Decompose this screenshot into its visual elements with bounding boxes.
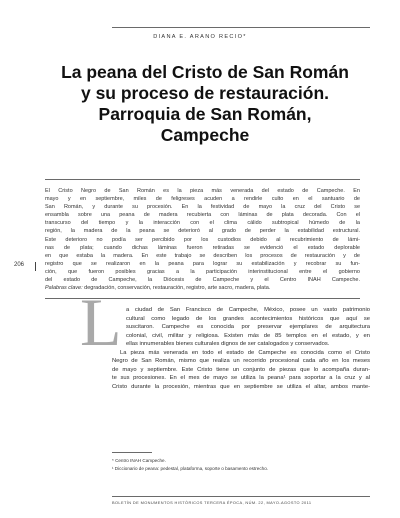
abstract-line: región, la madera de la peana se deterioró al grado de perder la estabilidad estructural. [45, 228, 360, 235]
title-line: y su proceso de restauración. [80, 83, 329, 103]
abstract-line: mayo y en septiembre, miles de feligreses acuden a rendirle culto en el santuario de [45, 196, 360, 203]
footnote-rule [112, 452, 152, 453]
body-line: a ciudad de San Francisco de Campeche, México, posee un vasto patrimonio [126, 307, 370, 313]
body-line: te sus procesiones. En el mes de mayo se utiliza la peana¹ para soportar a la cruz y al [112, 375, 370, 382]
abstract-line: registro que se realizaron en la peana para lograr su estabilización y recobrar su fun- [45, 260, 360, 267]
body-line: La pieza más venerada en todo el estado de Campeche es conocida como el Cristo [120, 349, 370, 356]
body-line: ellas innumerables bienes culturales dignos de ser catalogados y conservados. [126, 341, 330, 348]
page-number: 206 [14, 262, 25, 268]
abstract-line: Este deterioro no podía ser percibido por los custodios debido al recubrimiento de lámi- [45, 236, 360, 243]
footnotes [112, 457, 370, 473]
title-line: Campeche [160, 125, 250, 145]
author-name: DIANA E. ARANO RECIO* [153, 34, 247, 40]
abstract-line: San Román, y durante su procesión. En la festividad de mayo la cruz del Cristo se [45, 204, 360, 211]
page-number-bar [35, 262, 36, 271]
abstract-line: del estado de Campeche, la Diócesis de Campeche y el Centro INAH Campeche. [45, 277, 360, 284]
body-line: cultural como legado de los grandes acontecimientos históricos que aquí se [126, 315, 370, 322]
body-line: Cristo durante la procesión, mientras que en septiembre se utiliza el altar, ambos mante- [112, 383, 370, 390]
abstract-top-rule [45, 179, 360, 180]
abstract-line: en que estaba la madera. En este trabajo se describen los procesos de restauración y de [45, 252, 360, 259]
footer-rule [112, 496, 370, 497]
footnote: ¹ Diccionario de peana: pedestal, plataforma, soporte o basamento estrecho. [112, 466, 269, 471]
title-line: La peana del Cristo de San Román [61, 62, 349, 82]
body-line: de mayo y septiembre. Este Cristo tiene un conjunto de piezas que lo acompaña duran- [112, 366, 370, 373]
drop-cap: L [80, 284, 122, 360]
footnote: * Centro INAH Campeche. [112, 458, 166, 463]
article-title [60, 62, 350, 146]
abstract-line: nas de plata; cuando dichas láminas fueron retiradas se evidenció el estado deplorable [45, 244, 360, 251]
abstract-line: ensambla sobre una peana de madera recubierta con láminas de plata decorada. Con el [45, 212, 360, 219]
body-line: colonial, civil, militar y religiosa. Existen más de 85 templos en el estado, y en [126, 332, 370, 339]
body-line: Negro de San Román, mismo que realiza un recorrido procesional cada año en los meses [112, 358, 370, 365]
body-text [112, 306, 370, 391]
title-line: Parroquia de San Román, [98, 104, 312, 124]
keywords-label: Palabras clave: [45, 285, 83, 292]
header-rule [112, 27, 370, 28]
abstract [45, 187, 360, 292]
abstract-line: El Cristo Negro de San Román es la pieza más venerada del estado de Campeche. En [45, 188, 360, 194]
abstract-line: transcurso del tiempo y la interacción con el clima cálido subtropical húmedo de la [45, 220, 360, 227]
abstract-line: ción, que fueron posibles gracias a la participación interinstitucional entre el gobierno [45, 268, 360, 275]
journal-footer: BOLETÍN DE MONUMENTOS HISTÓRICOS TERCERA ÉPOCA, NÚM. 22, MAYO-AGOSTO 2011 [112, 500, 312, 505]
body-line: suscitaron. Campeche es conocida por preservar ejemplares de arquitectura [126, 324, 370, 331]
keywords-text: degradación, conservación, restauración, registro, arte sacro, madera, plata. [84, 285, 271, 292]
